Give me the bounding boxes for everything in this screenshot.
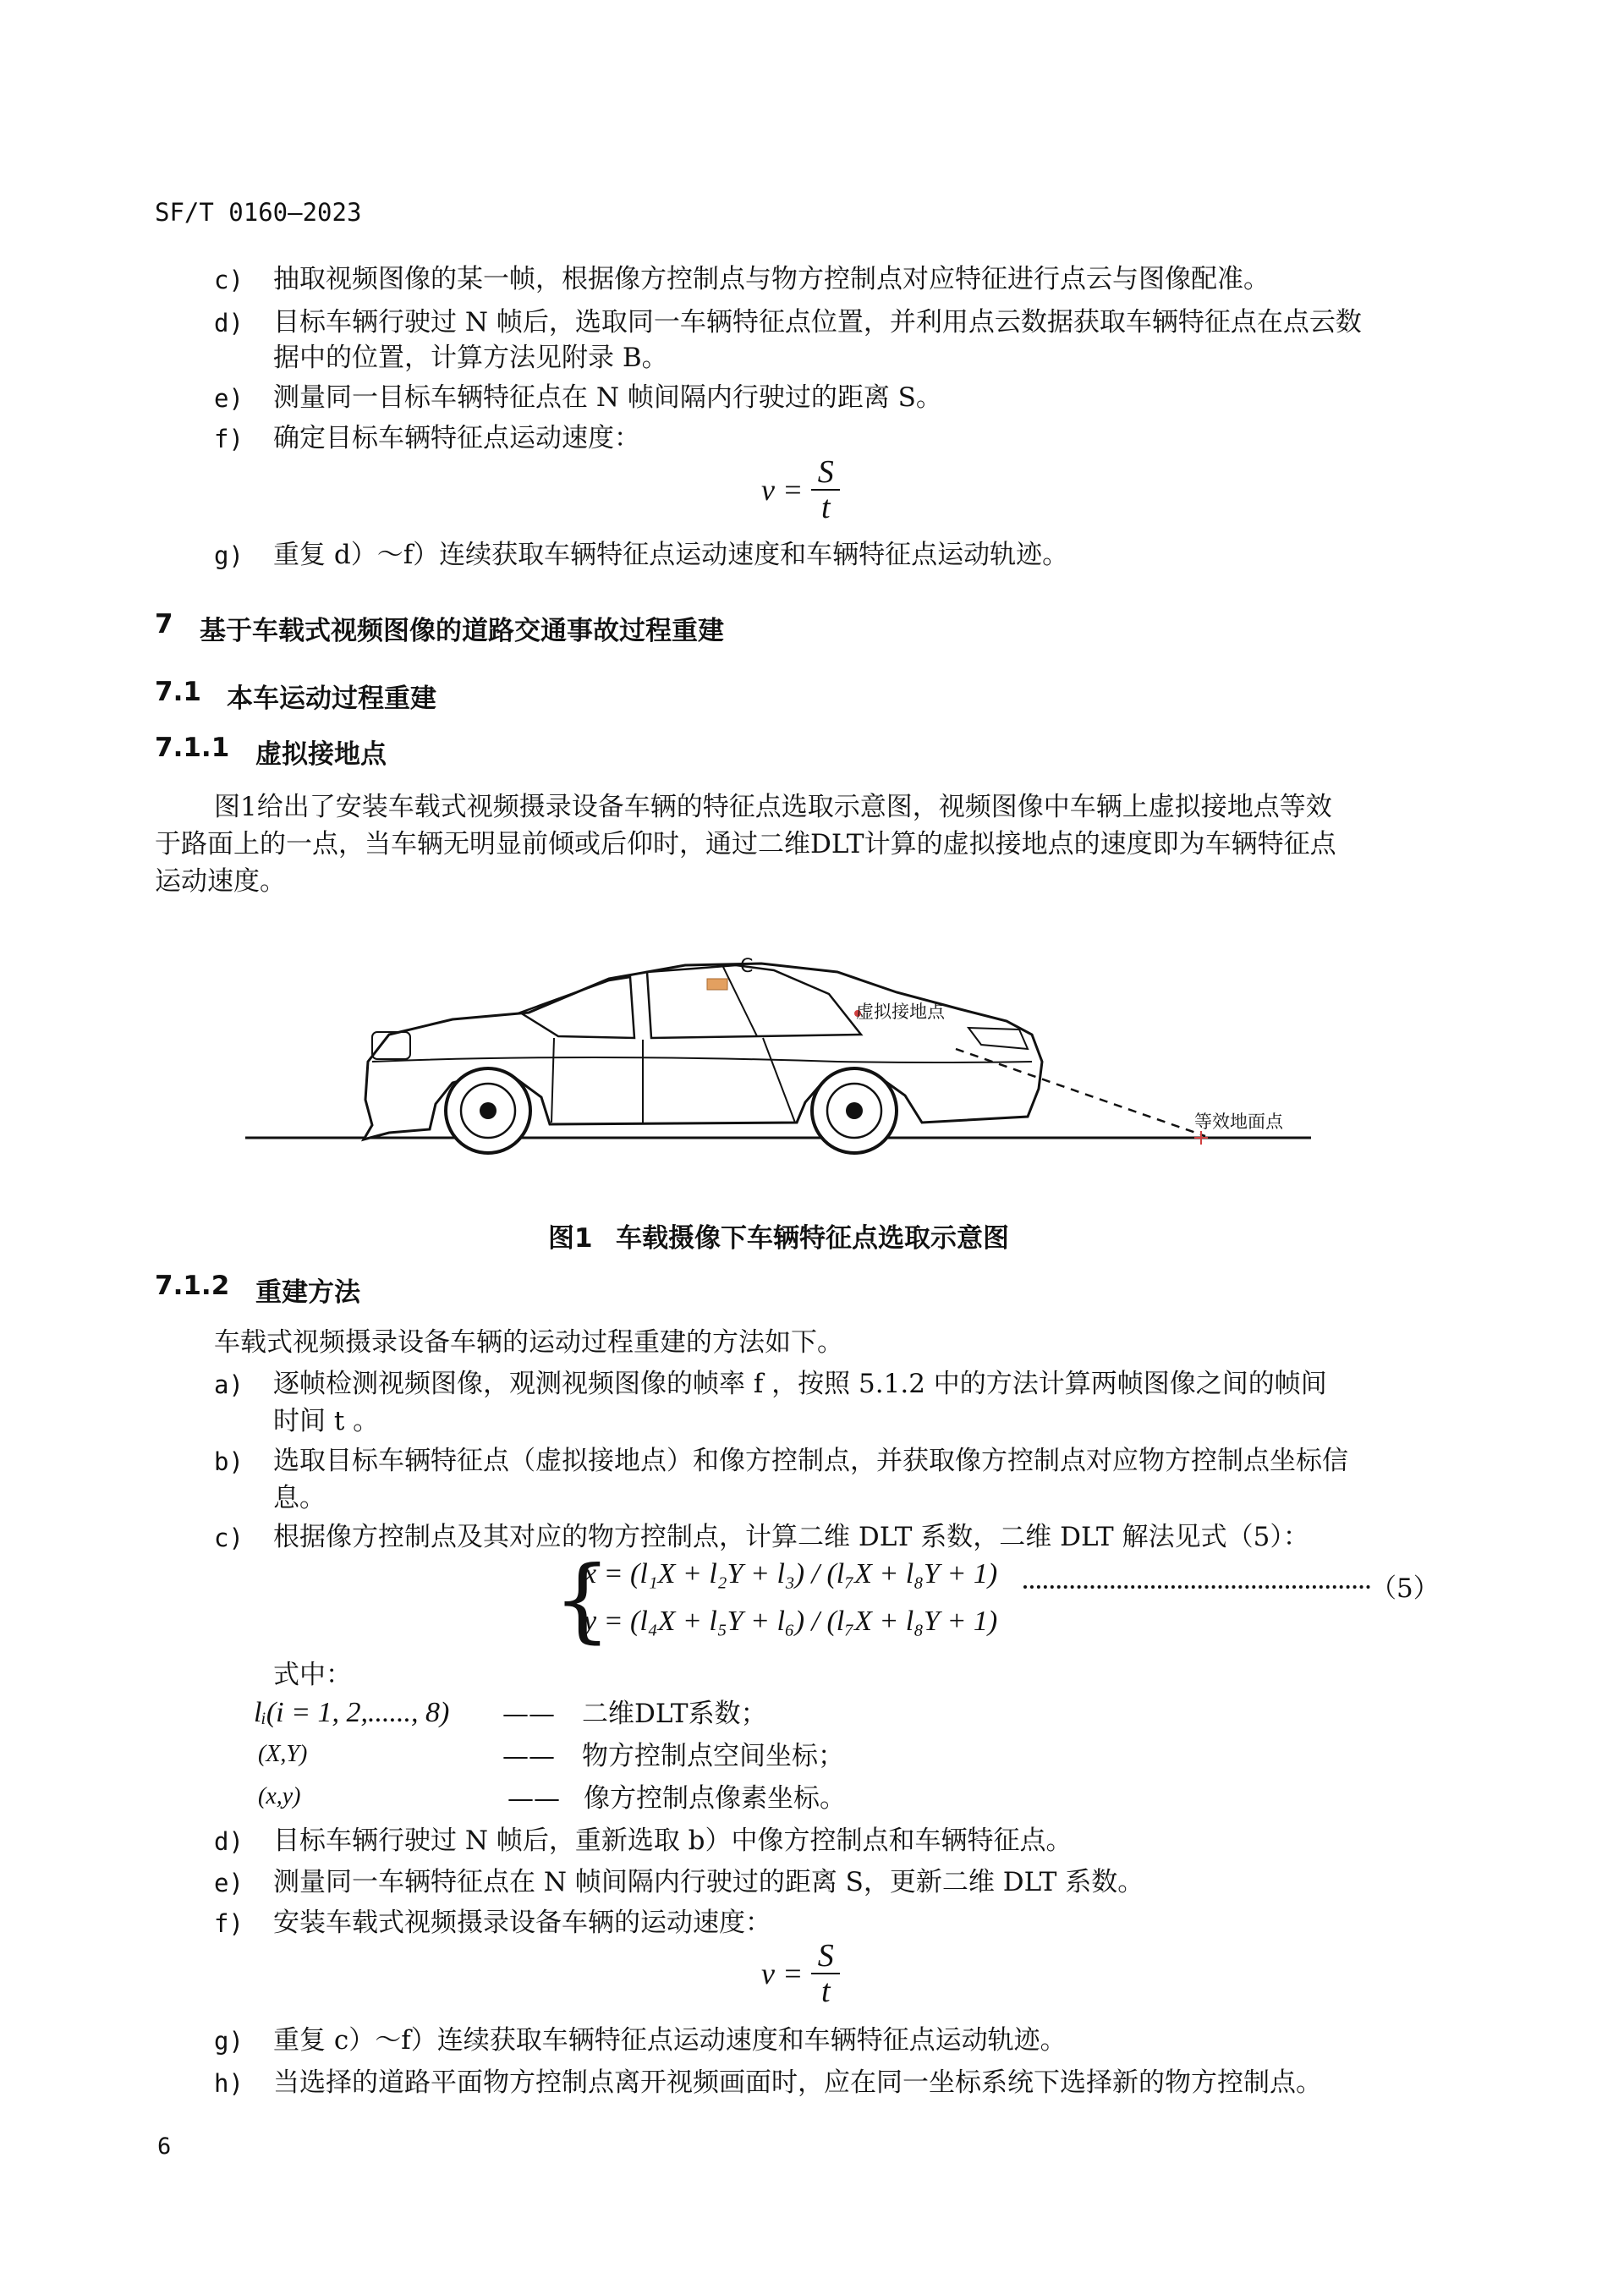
list-item-text: 当选择的道路平面物方控制点离开视频画面时，应在同一坐标系统下选择新的物方控制点。 bbox=[273, 2067, 1322, 2098]
doc-code: SF/T 0160—2023 bbox=[155, 198, 362, 227]
where-desc: 二维DLT系数； bbox=[582, 1699, 767, 1729]
list-label: e) bbox=[214, 1869, 244, 1897]
where-desc: 像方控制点像素坐标。 bbox=[584, 1783, 846, 1814]
where-dash: —— bbox=[502, 1699, 555, 1729]
list-item-text: 重复 d）～f）连续获取车辆特征点运动速度和车辆特征点运动轨迹。 bbox=[273, 540, 1069, 570]
figure-label-ground-point: 等效地面点 bbox=[1194, 1112, 1283, 1132]
where-title: 式中： bbox=[273, 1660, 352, 1690]
list-label: h) bbox=[214, 2069, 244, 2098]
list-item-text: 安装车载式视频摄录设备车辆的运动速度： bbox=[273, 1908, 771, 1938]
figure-caption-text: 车载摄像下车辆特征点选取示意图 bbox=[616, 1223, 1009, 1254]
list-label: a) bbox=[214, 1370, 244, 1399]
list-label: d) bbox=[214, 1827, 244, 1856]
paragraph-line: 运动速度。 bbox=[155, 866, 286, 897]
list-item-text: 选取目标车辆特征点（虚拟接地点）和像方控制点，并获取像方控制点对应物方控制点坐标信 bbox=[273, 1446, 1348, 1476]
list-item-text: 重复 c）～f）连续获取车辆特征点运动速度和车辆特征点运动轨迹。 bbox=[273, 2025, 1067, 2056]
section-number: 7.1.1 bbox=[155, 733, 230, 763]
list-item-text: 据中的位置，计算方法见附录 B。 bbox=[273, 343, 668, 373]
list-item-text: 确定目标车辆特征点运动速度： bbox=[273, 423, 640, 453]
where-dash: —— bbox=[502, 1741, 555, 1771]
where-symbol: (X,Y) bbox=[258, 1741, 308, 1767]
section-title: 虚拟接地点 bbox=[255, 739, 387, 770]
front-wheel bbox=[812, 1068, 897, 1153]
formula-denominator: t bbox=[821, 490, 831, 525]
list-label: g) bbox=[214, 2027, 244, 2056]
list-label: e) bbox=[214, 384, 244, 413]
formula-brace: { bbox=[553, 1547, 612, 1653]
camera-icon bbox=[707, 979, 727, 990]
speed-formula bbox=[761, 1939, 840, 2008]
where-symbol: lᵢ(i = 1, 2,......, 8) bbox=[254, 1697, 450, 1728]
rear-wheel bbox=[446, 1068, 530, 1153]
formula5-line2: y = (l₄X + l₅Y + l₆) / (l₇X + l₈Y + 1) bbox=[584, 1606, 998, 1637]
page-number: 6 bbox=[157, 2133, 172, 2160]
list-item-text: 逐帧检测视频图像，观测视频图像的帧率 f ，按照 5.1.2 中的方法计算两帧图像之间的帧间 bbox=[273, 1369, 1327, 1399]
paragraph-line: 于路面上的一点，当车辆无明显前倾或后仰时，通过二维DLT计算的虚拟接地点的速度即为车辆特征点 bbox=[155, 829, 1336, 859]
formula-numerator: S bbox=[817, 1938, 834, 1974]
list-label: c) bbox=[214, 266, 244, 294]
section-title: 重建方法 bbox=[255, 1277, 360, 1308]
paragraph-line: 图1给出了安装车载式视频摄录设备车辆的特征点选取示意图，视频图像中车辆上虚拟接地点等效 bbox=[214, 792, 1332, 822]
list-item-text: 测量同一车辆特征点在 N 帧间隔内行驶过的距离 S，更新二维 DLT 系数。 bbox=[273, 1867, 1144, 1897]
figure-label-virtual-point: 虚拟接地点 bbox=[856, 1002, 945, 1022]
figure-label-c: C bbox=[740, 956, 754, 977]
list-item-text: 时间 t 。 bbox=[273, 1406, 380, 1436]
formula5-number: （5） bbox=[1370, 1573, 1440, 1604]
list-label: d) bbox=[214, 309, 244, 338]
section-title: 本车运动过程重建 bbox=[227, 684, 436, 714]
section-number: 7.1.2 bbox=[155, 1271, 230, 1301]
list-label: f) bbox=[214, 425, 244, 453]
figure-car-diagram bbox=[245, 935, 1345, 1189]
list-item-text: 目标车辆行驶过 N 帧后，选取同一车辆特征点位置，并利用点云数据获取车辆特征点在点云数 bbox=[273, 307, 1362, 338]
formula-numerator: S bbox=[817, 454, 834, 490]
where-dash: —— bbox=[508, 1783, 560, 1814]
list-item-text: 息。 bbox=[273, 1483, 326, 1513]
list-label: c) bbox=[214, 1524, 244, 1552]
where-desc: 物方控制点空间坐标； bbox=[582, 1741, 844, 1771]
formula-denominator: t bbox=[821, 1974, 831, 2009]
section-number: 7 bbox=[155, 609, 173, 640]
where-symbol: (x,y) bbox=[258, 1783, 301, 1809]
list-item-text: 抽取视频图像的某一帧，根据像方控制点与物方控制点对应特征进行点云与图像配准。 bbox=[273, 264, 1270, 294]
list-item-text: 目标车辆行驶过 N 帧后，重新选取 b）中像方控制点和车辆特征点。 bbox=[273, 1826, 1073, 1856]
section-number: 7.1 bbox=[155, 677, 201, 707]
list-label: g) bbox=[214, 541, 244, 570]
speed-formula bbox=[761, 455, 840, 524]
formula5-line1: x = (l₁X + l₂Y + l₃) / (l₇X + l₈Y + 1) bbox=[584, 1558, 998, 1589]
list-label: b) bbox=[214, 1447, 244, 1476]
formula5-leader-dots bbox=[1023, 1585, 1370, 1589]
list-item-text: 测量同一目标车辆特征点在 N 帧间隔内行驶过的距离 S。 bbox=[273, 382, 942, 413]
list-label: f) bbox=[214, 1909, 244, 1938]
formula-lhs: v = bbox=[761, 1957, 804, 1990]
figure-caption-number: 图1 bbox=[548, 1223, 593, 1254]
section-title: 基于车载式视频图像的道路交通事故过程重建 bbox=[200, 616, 724, 646]
formula-lhs: v = bbox=[761, 473, 804, 507]
list-item-text: 根据像方控制点及其对应的物方控制点，计算二维 DLT 系数，二维 DLT 解法见式（5）： bbox=[273, 1522, 1309, 1552]
paragraph-line: 车载式视频摄录设备车辆的运动过程重建的方法如下。 bbox=[214, 1327, 843, 1358]
